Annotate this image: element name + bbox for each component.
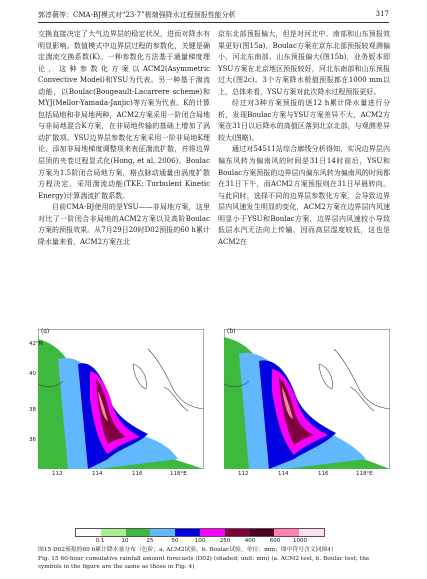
colorbar-label: 50: [171, 538, 179, 544]
lat-tick-label: 38: [29, 407, 36, 413]
colorbar-swatch: [299, 529, 324, 536]
figure-15: [29, 328, 390, 529]
longitude-labels: [224, 469, 390, 479]
colorbar-label: 1000: [293, 538, 307, 544]
running-title: 郭淳薇等：CMA-BJ模式对“23·7”极端强降水过程预报性能分析: [38, 11, 236, 19]
lat-tick-label: 42°N: [29, 341, 43, 347]
lon-tick-label: 116: [318, 471, 329, 477]
colorbar-swatch: [175, 529, 200, 536]
lon-tick-label: 118°E: [170, 471, 187, 477]
colorbar-swatch: [225, 529, 250, 536]
paragraph: 京东北部预报偏大，但是对河北中、南部和山东预报效果更好(图15a)，Boulac方案在京东北部预报较观测偏小，河北东南部、山东预报偏大(图15b)，业务版本即YSU方案在北京地区预报较好，河北东南部和山东预报过大(图2c)。3个方案降水极值预报都在1000 mm以上，总体来看，YSU方案对此次降水过程预报更好。: [218, 30, 390, 96]
page-number: 317: [375, 10, 389, 18]
colorbar-label: 100: [194, 538, 206, 544]
lat-tick-label: 36: [29, 437, 36, 443]
colorbar-swatch: [150, 529, 175, 536]
rainfall-map-b: [224, 329, 390, 469]
paragraph: 经过对3种方案预报的逐12 h累计降水量进行分析，发现Boulac方案与YSU方案差异不大，ACM2方案在31日以后降水的高值区落到北京北部，与观测差异较大(图略)。: [218, 99, 390, 142]
figure-caption: [38, 546, 389, 572]
colorbar-label: 400: [244, 538, 256, 544]
colorbar-label: 10: [121, 538, 129, 544]
panel-label: (b): [227, 328, 236, 335]
caption-chinese: 图15 D02预报的60 h累计降水量分布（色阶；a. ACM2试验，b. Boulac试验，单位：mm；图中符号含义同图4）: [38, 547, 337, 553]
map-panel-b: [224, 329, 390, 529]
colorbar-label: 250: [219, 538, 231, 544]
paragraph: 通过对54511站综合廓线分析得知，实况边界层内偏东风转为偏南风的时间是31日14时前后，YSU和Boulac方案预报的边界层内偏东风转为偏南风的时间都在31日下午，而ACM2方案预报则在31日早晨转向。与此同时，选择不同的边界层参数化方案，会导致边界层内风速发生明显的变化，ACM2方案在边界层内风速明显小于YSU和Boulac方案，边界层内风速较小导致低层水汽无法向上传输，因而高层湿度较低，这也是ACM2在: [218, 145, 390, 246]
left-column: [38, 29, 210, 248]
colorbar-swatch: [76, 529, 101, 536]
colorbar-swatch: [200, 529, 225, 536]
lon-tick-label: 112: [52, 471, 63, 477]
lon-tick-label: 114: [92, 471, 103, 477]
colorbar-swatches: [75, 528, 325, 537]
right-column: [218, 29, 390, 248]
panel-label: (a): [41, 328, 50, 335]
caption-english: Fig. 15 60-hour cumulative rainfall amount forecasts (D02) (shaded; unit: mm) (a. ACM2 test, b. Boulac test; the symbols in the figure are the same as those in Fig. 4): [38, 555, 370, 570]
rainfall-map-a: [38, 329, 204, 469]
page-header: [38, 8, 389, 20]
paragraph: 交换直接决定了大气边界层的稳定状况，进而对降水有明显影响。数值模式中边界层过程的参数化，关键是确定湍流交换系数(K)。一种参数化方法基于通量梯度理论，这种参数化方案以ACM2(Asymmetric Convective Model)和YSU为代表。另一种基于湍流动能，以Boulac(Bougeault-Lacarrere scheme)和MYJ(Mellor-Yamada-Janjic)等方案为代表。K的计算包括局地和非局地两种，ACM2方案采用一阶闭合局地与非局地混合K方案，在非局地传输的基础上增加了涡动扩散项。YSU边界层参数化方案采用一阶非局地K理论，添加非局地梯度调整项来表征湍流扩散，并将边界层顶的夹卷过程显式化(Hong, et al, 2006)。Boulac方案为1.5阶闭合局地方案，格点脉动通量由涡度扩散方程决定，采用湍流动能(TKE; Turbulent Kinetic Energy)计算湍流扩散系数。: [38, 30, 210, 200]
lat-tick-label: 40: [29, 371, 36, 377]
lon-tick-label: 114: [278, 471, 289, 477]
lon-tick-label: 118°E: [356, 471, 373, 477]
colorbar-label: 600: [269, 538, 281, 544]
map-panel-a: [29, 328, 204, 529]
lon-tick-label: 112: [238, 471, 249, 477]
colorbar-labels: [75, 537, 325, 545]
lon-tick-label: 116: [132, 471, 143, 477]
longitude-labels: [38, 469, 204, 479]
paragraph: 目前CMA-BJ使用的是YSU——非局地方案，这里对比了一阶闭合非局地的ACM2方案以及高阶Boulac方案的预报效果。从7月29日20时D02预报的60 h累计降水量来看，ACM2方案在北: [38, 203, 210, 246]
colorbar-swatch: [250, 529, 275, 536]
colorbar-label: 0.1: [95, 538, 105, 544]
colorbar-swatch: [101, 529, 126, 536]
colorbar-swatch: [126, 529, 151, 536]
colorbar-label: 25: [146, 538, 154, 544]
header-rule: [38, 22, 389, 23]
colorbar-swatch: [274, 529, 299, 536]
colorbar: [75, 528, 325, 546]
